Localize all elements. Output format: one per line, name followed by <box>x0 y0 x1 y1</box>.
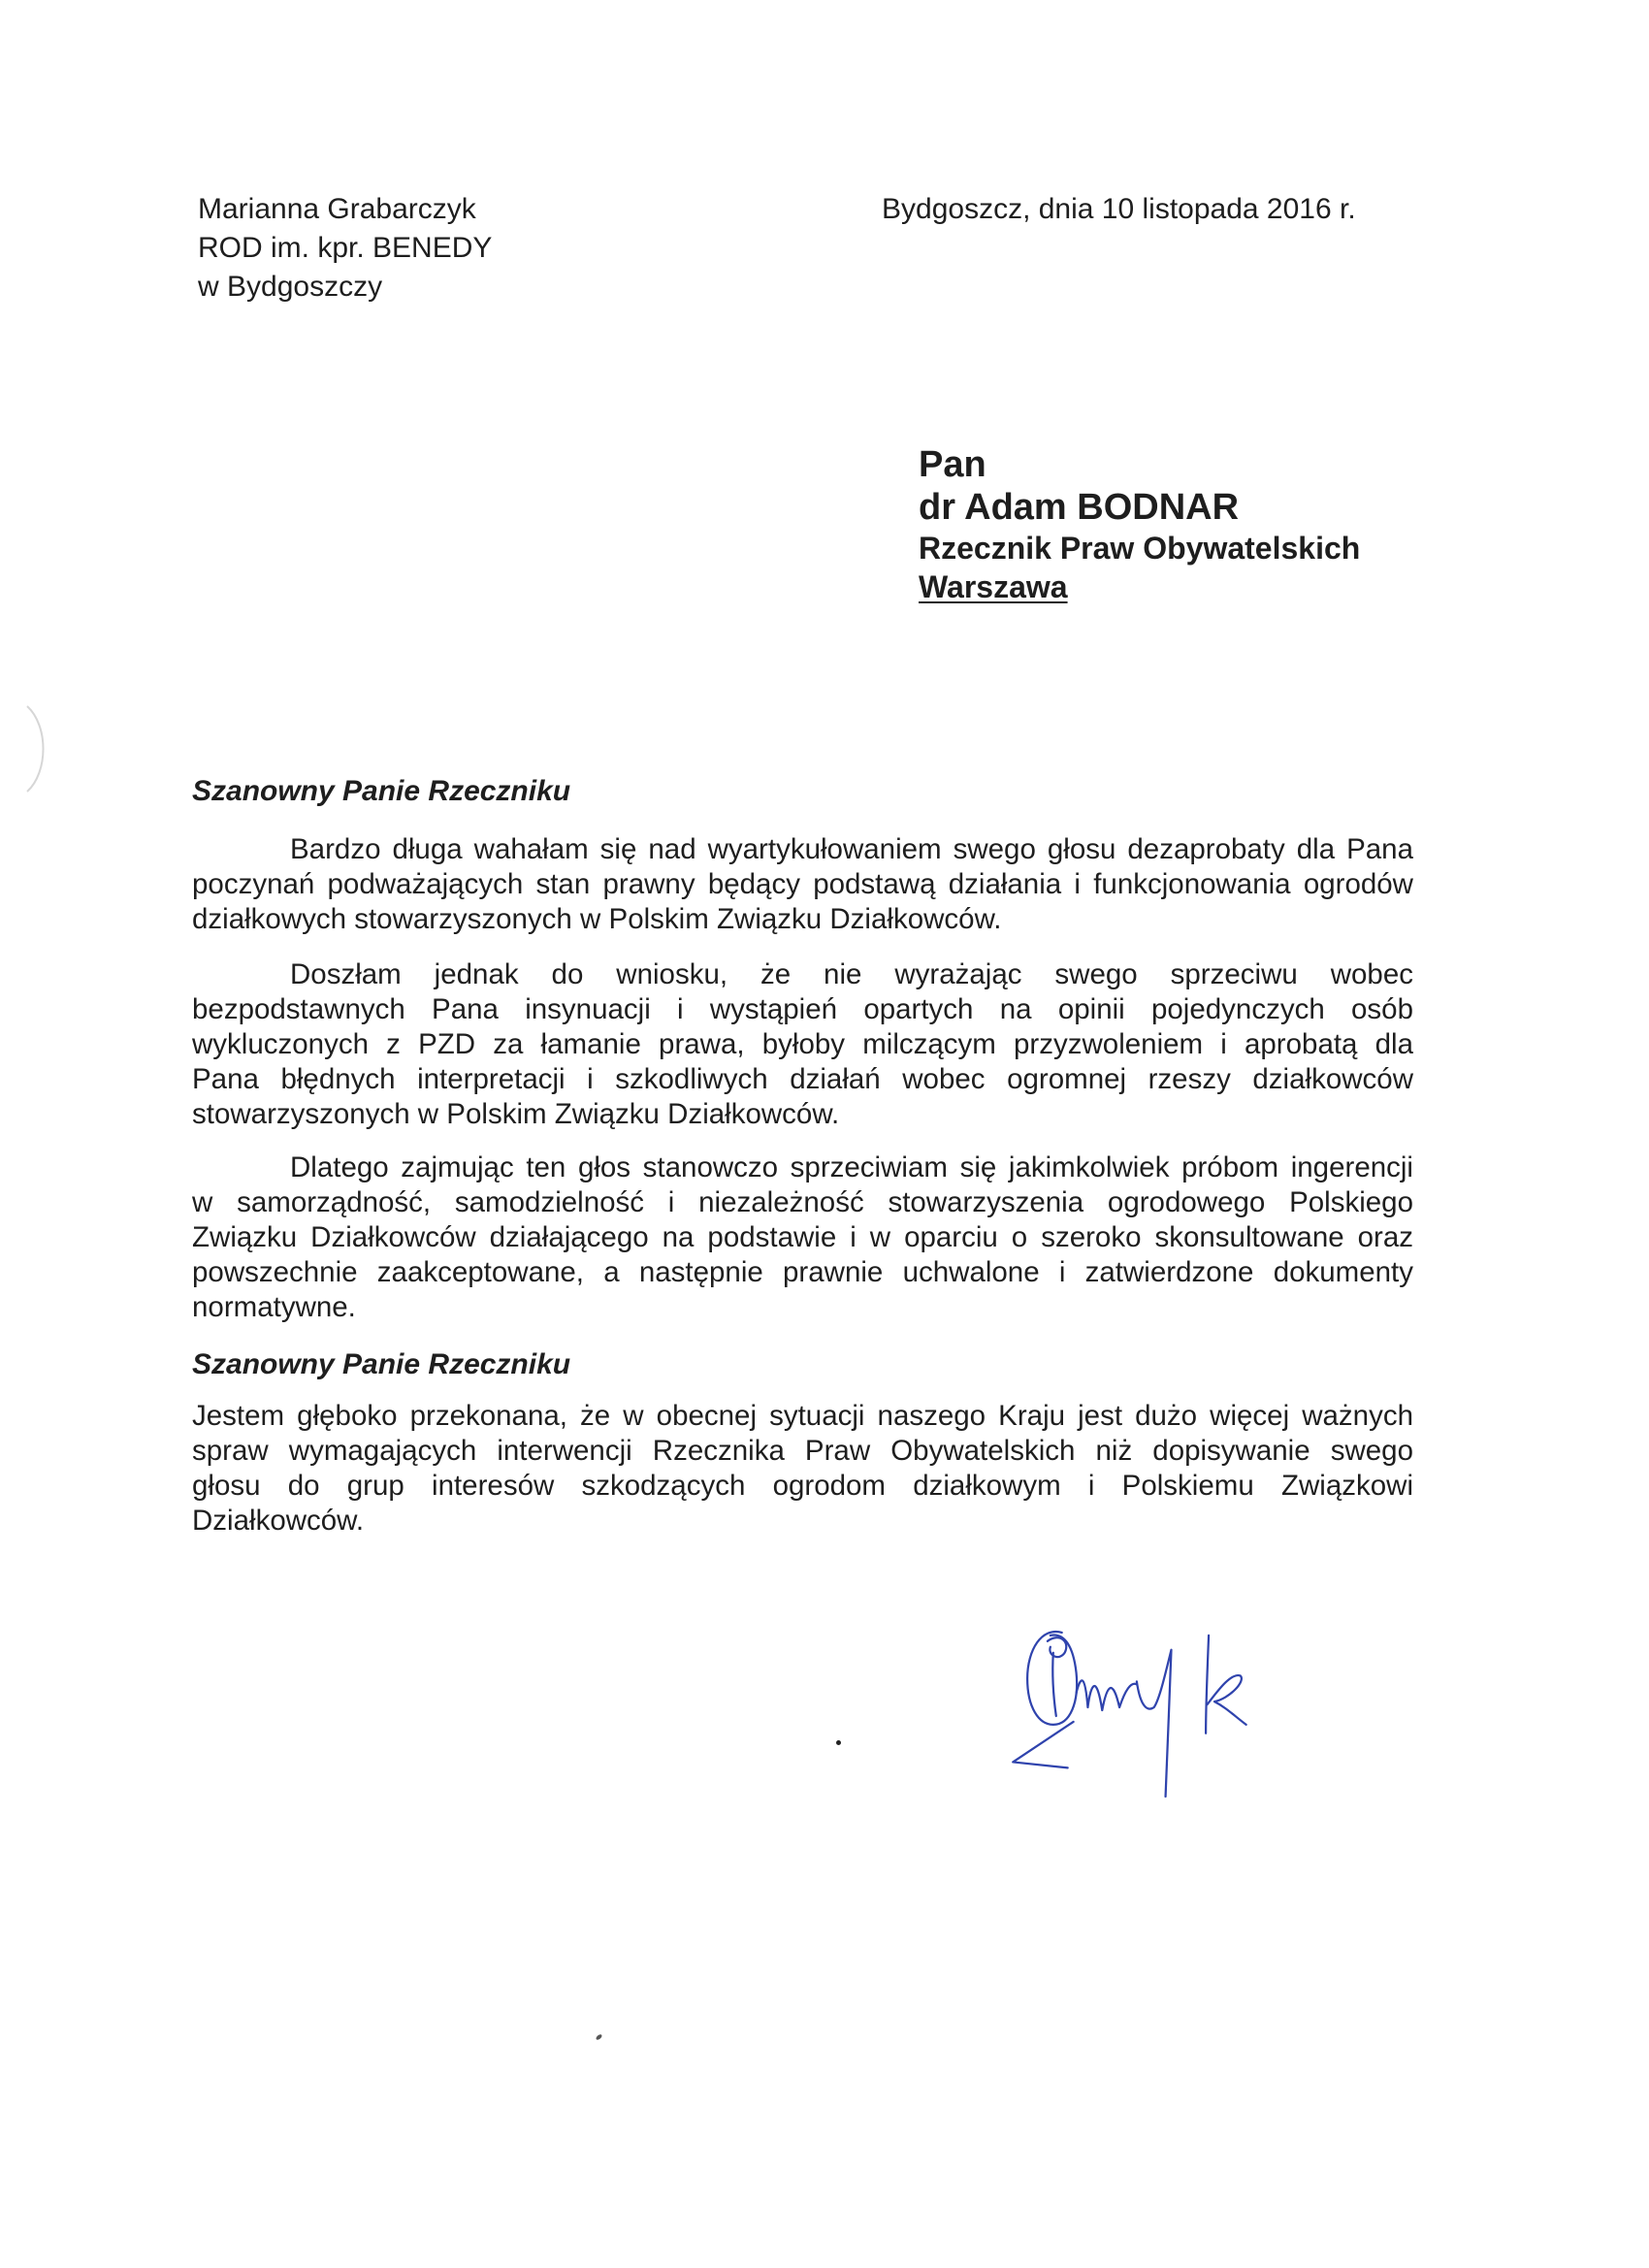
recipient-name: dr Adam BODNAR <box>919 487 1240 528</box>
scan-dot-mark <box>836 1740 841 1745</box>
paragraph-line: Jestem głęboko przekonana, że w obecnej sytuacji naszego Kraju jest dużo więcej ważnych <box>192 1400 1413 1432</box>
recipient-block <box>919 443 1360 606</box>
closing-paragraph <box>192 1399 1413 1539</box>
paragraph-3 <box>192 1150 1413 1325</box>
scan-edge-mark <box>23 704 52 794</box>
paragraph-line: Dlatego zajmując ten głos stanowczo sprzeciwiam się jakimkolwiek próbom ingerencji <box>290 1151 1413 1183</box>
paragraph-line: Związku Działkowców działającego na podstawie i w oparciu o szeroko skonsultowane oraz <box>192 1221 1413 1253</box>
paragraph-line: powszechnie zaakceptowane, a następnie prawnie uchwalone i zatwierdzone dokumenty <box>192 1256 1413 1288</box>
paragraph-1 <box>192 832 1413 937</box>
paragraph-line: działkowych stowarzyszonych w Polskim Związku Działkowców. <box>192 903 1002 935</box>
paragraph-line: Doszłam jednak do wniosku, że nie wyrażając swego sprzeciwu wobec <box>290 958 1413 990</box>
recipient-city-line <box>919 567 1360 606</box>
paragraph-line: poczynań podważających stan prawny będący podstawą działania i funkcjonowania ogrodów <box>192 868 1413 900</box>
scan-smudge-mark <box>596 2033 603 2041</box>
paragraph-line: spraw wymagających interwencji Rzecznika Praw Obywatelskich niż dopisywanie swego <box>192 1435 1413 1467</box>
paragraph-line: głosu do grup interesów szkodzących ogrodom działkowym i Polskiemu Związkowi <box>192 1470 1413 1502</box>
handwritten-signature <box>1004 1624 1249 1802</box>
closing-salutation: Szanowny Panie Rzeczniku <box>192 1348 571 1380</box>
letter-date: Bydgoszcz, dnia 10 listopada 2016 r. <box>882 193 1356 225</box>
recipient-city: Warszawa <box>919 569 1068 604</box>
paragraph-line: wykluczonych z PZD za łamanie prawa, byłoby milczącym przyzwoleniem i aprobatą dla <box>192 1028 1413 1060</box>
paragraph-line: Działkowców. <box>192 1505 365 1537</box>
paragraph-2 <box>192 957 1413 1132</box>
sender-block <box>198 190 492 307</box>
recipient-position: Rzecznik Praw Obywatelskich <box>919 531 1361 566</box>
paragraph-line: normatywne. <box>192 1291 356 1323</box>
paragraph-line: w samorządność, samodzielność i niezależność stowarzyszenia ogrodowego Polskiego <box>192 1186 1413 1218</box>
sender-organization: ROD im. kpr. BENEDY <box>198 232 493 264</box>
paragraph-line: Bardzo długa wahałam się nad wyartykułowaniem swego głosu dezaprobaty dla Pana <box>290 833 1413 865</box>
sender-name: Marianna Grabarczyk <box>198 193 476 225</box>
recipient-title: Pan <box>919 444 986 485</box>
salutation: Szanowny Panie Rzeczniku <box>192 775 571 807</box>
paragraph-line: bezpodstawnych Pana insynuacji i wystąpień opartych na opinii pojedynczych osób <box>192 993 1413 1025</box>
sender-city: w Bydgoszczy <box>198 271 383 303</box>
paragraph-line: Pana błędnych interpretacji i szkodliwych działań wobec ogromnej rzeszy działkowców <box>192 1063 1413 1095</box>
paragraph-line: stowarzyszonych w Polskim Związku Działkowców. <box>192 1098 840 1130</box>
